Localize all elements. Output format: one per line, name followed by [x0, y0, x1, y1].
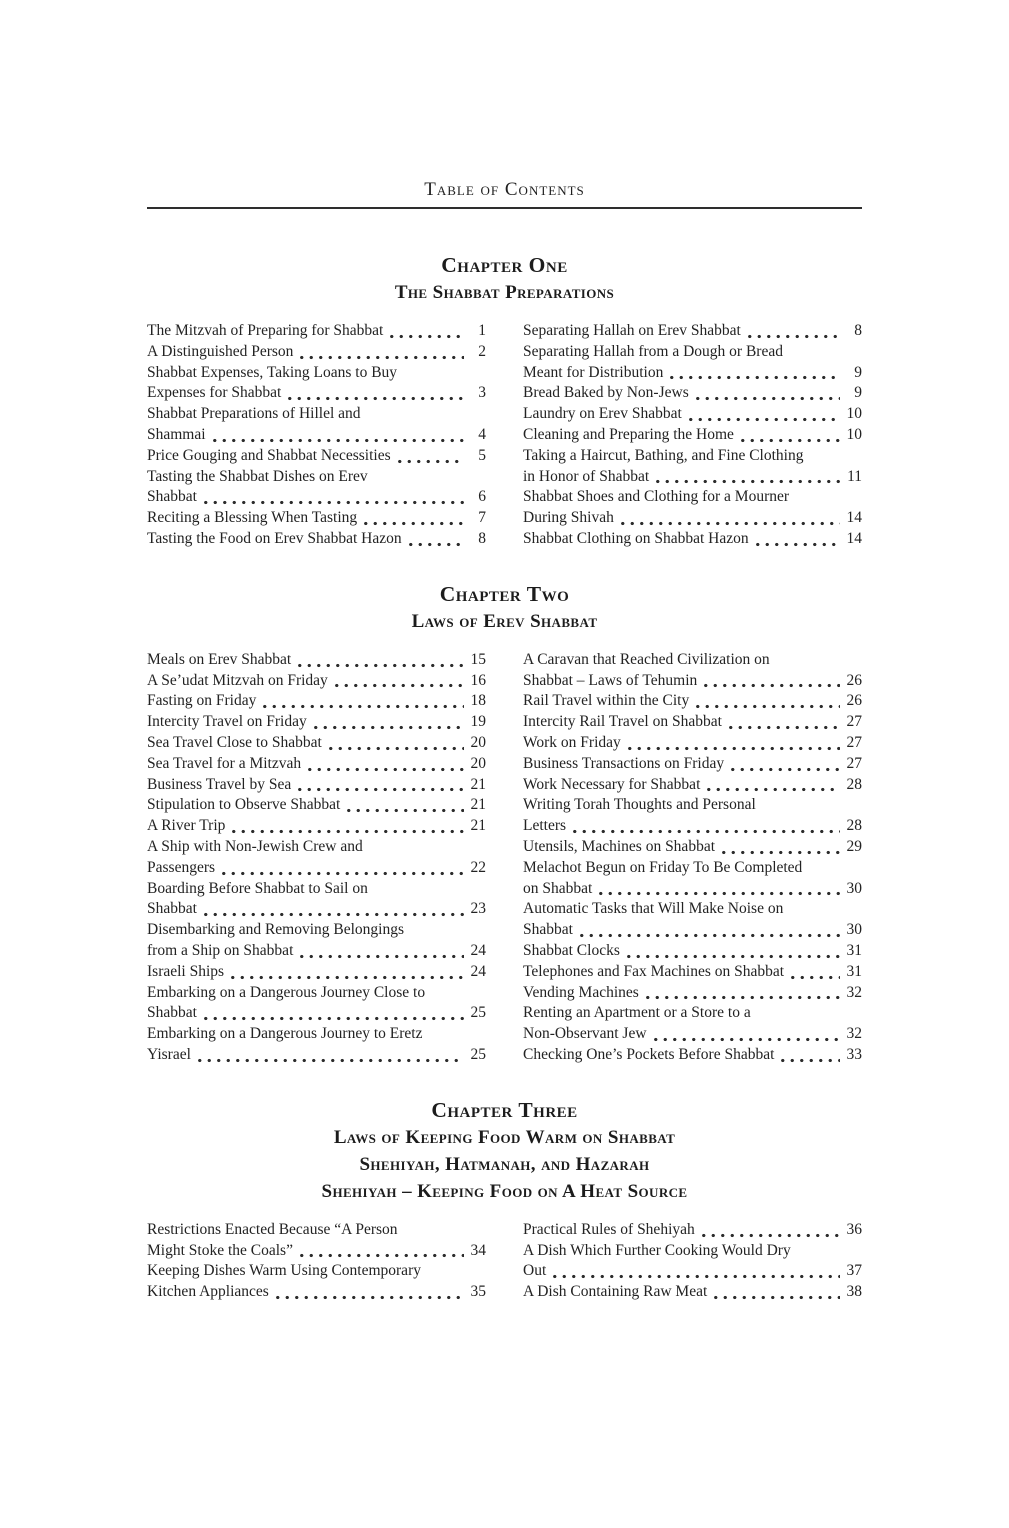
- entry-text: Expenses for Shabbat: [147, 384, 282, 402]
- entry-last-line: [523, 733, 862, 754]
- page-number: 22: [470, 858, 486, 876]
- dot-leader: [738, 437, 840, 444]
- dot-leader: [295, 786, 464, 793]
- dot-leader: [577, 932, 840, 939]
- entry-line: A Dish Which Further Cooking Would Dry: [523, 1241, 791, 1259]
- entry-last-line: [147, 446, 486, 467]
- entry-text: Reciting a Blessing When Tasting: [147, 509, 358, 527]
- entry-line: Shabbat Preparations of Hillel and: [147, 405, 361, 423]
- chapter-title: Chapter One: [441, 253, 568, 277]
- entry-text: A Distinguished Person: [147, 342, 294, 360]
- toc-entry: [523, 1282, 862, 1303]
- toc-entry: [147, 920, 486, 962]
- entry-last-line: [523, 467, 862, 488]
- entry-text: Sea Travel for a Mitzvah: [147, 754, 302, 772]
- entry-text: Tasting the Food on Erev Shabbat Hazon: [147, 529, 402, 547]
- toc-entry: [147, 671, 486, 692]
- entry-line: A Ship with Non-Jewish Crew and: [147, 837, 363, 855]
- entry-text: A Se’udat Mitzvah on Friday: [147, 671, 328, 689]
- page-number: 11: [847, 467, 862, 485]
- entry-text: Intercity Rail Travel on Shabbat: [523, 713, 722, 731]
- dot-leader: [693, 703, 840, 710]
- entry-last-line: [523, 404, 862, 425]
- entry-text: Work Necessary for Shabbat: [523, 775, 701, 793]
- entry-last-line: [147, 1241, 486, 1262]
- dot-leader: [699, 1232, 840, 1239]
- toc-entry: [147, 363, 486, 405]
- dot-leader: [395, 458, 464, 465]
- dot-leader: [625, 745, 840, 752]
- toc-entry: [523, 446, 862, 488]
- page-number: 14: [846, 529, 862, 547]
- dot-leader: [311, 724, 464, 731]
- entry-last-line: [147, 671, 486, 692]
- toc-entry: [523, 837, 862, 858]
- page-number: 34: [470, 1241, 486, 1259]
- entry-last-line: [523, 920, 862, 941]
- entry-last-line: [523, 1282, 862, 1303]
- entry-last-line: [147, 858, 486, 879]
- dot-leader: [726, 724, 840, 731]
- toc-entry: [523, 712, 862, 733]
- entry-last-line: [147, 342, 486, 363]
- toc-entry: [523, 795, 862, 837]
- toc-entry: [147, 446, 486, 467]
- entry-line: Melachot Begun on Friday To Be Completed: [523, 858, 803, 876]
- page-number: 14: [846, 509, 862, 527]
- dot-leader: [297, 953, 464, 960]
- entry-last-line: [523, 1261, 862, 1282]
- toc-entry: [523, 529, 862, 550]
- entry-text: Shabbat: [147, 488, 197, 506]
- toc-entry: [523, 321, 862, 342]
- entry-text: A River Trip: [147, 817, 226, 835]
- entry-last-line: [523, 879, 862, 900]
- page-number: 38: [846, 1283, 862, 1301]
- entry-last-line: [523, 962, 862, 983]
- entry-last-line: [147, 899, 486, 920]
- toc-entry: [147, 879, 486, 921]
- page-number: 20: [470, 754, 486, 772]
- toc-entry: [523, 650, 862, 692]
- entry-last-line: [147, 775, 486, 796]
- toc-entry: [523, 1241, 862, 1283]
- entry-last-line: [147, 383, 486, 404]
- page-number: 9: [854, 384, 862, 402]
- page-number: 21: [470, 775, 486, 793]
- page-number: 18: [470, 692, 486, 710]
- entry-last-line: [523, 775, 862, 796]
- entry-text: Letters: [523, 817, 567, 835]
- entry-line: Keeping Dishes Warm Using Contemporary: [147, 1262, 421, 1280]
- chapter-subtitle: Laws of Keeping Food Warm on Shabbat: [333, 1126, 676, 1148]
- entry-last-line: [523, 321, 862, 342]
- entry-last-line: [523, 1045, 862, 1066]
- dot-leader: [651, 1036, 840, 1043]
- toc-entry: [523, 425, 862, 446]
- page-number: 9: [854, 363, 862, 381]
- entry-last-line: [147, 321, 486, 342]
- dot-leader: [550, 1273, 840, 1280]
- chapter-section: [147, 1096, 862, 1303]
- toc-entry: [523, 1003, 862, 1045]
- dot-leader: [570, 828, 840, 835]
- dot-leader: [686, 416, 840, 423]
- toc-entry: [523, 383, 862, 404]
- chapter-left-column: [147, 650, 486, 1066]
- entry-text: Meals on Erev Shabbat: [147, 650, 292, 668]
- entry-last-line: [523, 671, 862, 692]
- entry-text: A Dish Containing Raw Meat: [523, 1283, 708, 1301]
- toc-entry: [147, 321, 486, 342]
- page-number: 32: [846, 983, 862, 1001]
- dot-leader: [701, 682, 840, 689]
- page-number: 6: [478, 488, 486, 506]
- entry-text: Business Travel by Sea: [147, 775, 292, 793]
- entry-text: Might Stoke the Coals”: [147, 1241, 293, 1259]
- page-title: Table of Contents: [424, 179, 585, 200]
- toc-entry: [523, 983, 862, 1004]
- toc-entry: [147, 775, 486, 796]
- toc-entry: [523, 1220, 862, 1241]
- entry-last-line: [523, 837, 862, 858]
- entry-text: Rail Travel within the City: [523, 692, 690, 710]
- toc-entry: [147, 467, 486, 509]
- chapter-section: [147, 251, 862, 550]
- page-number: 5: [478, 446, 486, 464]
- page-number: 4: [478, 425, 486, 443]
- toc-entry: [523, 733, 862, 754]
- page-number: 27: [846, 733, 862, 751]
- entry-last-line: [523, 1220, 862, 1241]
- entry-text: Shabbat: [523, 921, 573, 939]
- dot-leader: [387, 333, 464, 340]
- page-number: 29: [846, 837, 862, 855]
- entry-line: Restrictions Enacted Because “A Person: [147, 1220, 398, 1238]
- page-number: 24: [470, 941, 486, 959]
- entry-text: Shabbat: [147, 900, 197, 918]
- entry-last-line: [523, 529, 862, 550]
- entry-text: Work on Friday: [523, 733, 621, 751]
- entry-line: Shabbat Shoes and Clothing for a Mourner: [523, 488, 790, 506]
- entry-text: Checking One’s Pockets Before Shabbat: [523, 1045, 775, 1063]
- entry-last-line: [523, 712, 862, 733]
- entry-line: Embarking on a Dangerous Journey Close to: [147, 983, 426, 1001]
- dot-leader: [326, 745, 464, 752]
- toc-entry: [523, 342, 862, 384]
- entry-last-line: [523, 383, 862, 404]
- dot-leader: [228, 974, 464, 981]
- entry-text: Utensils, Machines on Shabbat: [523, 837, 716, 855]
- chapter-columns: [147, 650, 862, 1066]
- page-number: 35: [470, 1283, 486, 1301]
- dot-leader: [295, 662, 464, 669]
- dot-leader: [618, 520, 840, 527]
- dot-leader: [728, 766, 840, 773]
- entry-last-line: [147, 795, 486, 816]
- toc-entry: [147, 712, 486, 733]
- page-number: 33: [846, 1045, 862, 1063]
- entry-last-line: [147, 650, 486, 671]
- dot-leader: [788, 974, 840, 981]
- entry-last-line: [147, 712, 486, 733]
- dot-leader: [201, 1015, 464, 1022]
- page-number: 3: [478, 384, 486, 402]
- dot-leader: [305, 766, 464, 773]
- dot-leader: [260, 703, 464, 710]
- toc-entry: [147, 1220, 486, 1262]
- toc-entry: [523, 404, 862, 425]
- page-number: 19: [470, 713, 486, 731]
- toc-entry: [523, 962, 862, 983]
- toc-entry: [147, 837, 486, 879]
- chapter-left-column: [147, 321, 486, 550]
- chapter-columns: [147, 321, 862, 550]
- entry-line: A Caravan that Reached Civilization on: [523, 650, 770, 668]
- toc-entry: [523, 1045, 862, 1066]
- chapter-right-column: [523, 650, 862, 1066]
- toc-entry: [147, 1024, 486, 1066]
- page-number: 21: [470, 796, 486, 814]
- toc-entry: [523, 941, 862, 962]
- dot-leader: [229, 828, 464, 835]
- entry-text: Kitchen Appliances: [147, 1283, 269, 1301]
- entry-last-line: [147, 487, 486, 508]
- page-number: 28: [846, 775, 862, 793]
- page-number: 7: [478, 509, 486, 527]
- dot-leader: [596, 890, 840, 897]
- entry-text: Shabbat Clothing on Shabbat Hazon: [523, 529, 749, 547]
- dot-leader: [406, 541, 464, 548]
- dot-leader: [624, 953, 840, 960]
- page-number: 21: [470, 817, 486, 835]
- dot-leader: [285, 395, 464, 402]
- entry-text: The Mitzvah of Preparing for Shabbat: [147, 322, 384, 339]
- dot-leader: [297, 1252, 464, 1259]
- dot-leader: [219, 870, 464, 877]
- entry-line: Embarking on a Dangerous Journey to Eretz: [147, 1025, 423, 1043]
- entry-text: Intercity Travel on Friday: [147, 713, 307, 731]
- chapter-subtitle: Shehiyah, Hatmanah, and Hazarah: [359, 1153, 650, 1175]
- entry-text: Cleaning and Preparing the Home: [523, 425, 734, 443]
- dot-leader: [201, 911, 464, 918]
- entry-last-line: [147, 529, 486, 550]
- page-number: 16: [470, 671, 486, 689]
- dot-leader: [201, 499, 464, 506]
- entry-line: Boarding Before Shabbat to Sail on: [147, 879, 368, 897]
- entry-text: from a Ship on Shabbat: [147, 941, 294, 959]
- entry-line: Taking a Haircut, Bathing, and Fine Clothing: [523, 446, 804, 464]
- chapter-left-column: [147, 1220, 486, 1303]
- toc-entry: [147, 962, 486, 983]
- entry-text: During Shivah: [523, 509, 614, 527]
- toc-entry: [147, 816, 486, 837]
- chapter-subtitle: Shehiyah – Keeping Food on A Heat Source: [321, 1180, 688, 1202]
- dot-leader: [297, 354, 464, 361]
- toc-header-rule: [147, 180, 862, 209]
- entry-line: Shabbat Expenses, Taking Loans to Buy: [147, 363, 398, 381]
- page-number: 23: [470, 900, 486, 918]
- chapter-title: Chapter Two: [439, 581, 570, 606]
- entry-last-line: [523, 508, 862, 529]
- entry-line: Automatic Tasks that Will Make Noise on: [523, 900, 784, 918]
- page-number: 1: [478, 322, 486, 339]
- toc-entry: [523, 858, 862, 900]
- page-number: 31: [846, 962, 862, 980]
- entry-text: Out: [523, 1262, 547, 1280]
- page-number: 8: [854, 322, 862, 339]
- chapter-title: Chapter Three: [431, 1097, 578, 1122]
- dot-leader: [778, 1057, 840, 1064]
- entry-text: Laundry on Erev Shabbat: [523, 405, 682, 423]
- dot-leader: [745, 333, 840, 340]
- toc-entry: [147, 342, 486, 363]
- entry-text: Practical Rules of Shehiyah: [523, 1220, 695, 1238]
- chapter-subtitle: Laws of Erev Shabbat: [411, 610, 598, 632]
- page-number: 30: [846, 879, 862, 897]
- entry-text: Shammai: [147, 425, 206, 443]
- page-number: 30: [846, 921, 862, 939]
- dot-leader: [667, 374, 840, 381]
- toc-entry: [147, 795, 486, 816]
- entry-text: Shabbat – Laws of Tehumin: [523, 671, 698, 689]
- page-number: 10: [846, 425, 862, 443]
- toc-entry: [147, 1261, 486, 1303]
- entry-text: Telephones and Fax Machines on Shabbat: [523, 962, 785, 980]
- dot-leader: [344, 807, 464, 814]
- entry-text: Sea Travel Close to Shabbat: [147, 733, 322, 751]
- toc-entry: [147, 754, 486, 775]
- chapter-columns: [147, 1220, 862, 1303]
- page-number: 26: [846, 692, 862, 710]
- entry-last-line: [147, 754, 486, 775]
- chapter-right-column: [523, 1220, 862, 1303]
- entry-last-line: [147, 1003, 486, 1024]
- entry-line: Tasting the Shabbat Dishes on Erev: [147, 467, 368, 485]
- dot-leader: [693, 395, 840, 402]
- page-number: 27: [846, 754, 862, 772]
- entry-text: in Honor of Shabbat: [523, 467, 650, 485]
- entry-line: Renting an Apartment or a Store to a: [523, 1004, 751, 1022]
- entry-last-line: [147, 691, 486, 712]
- entry-last-line: [523, 691, 862, 712]
- entry-last-line: [523, 425, 862, 446]
- dot-leader: [273, 1294, 464, 1301]
- toc-entry: [147, 529, 486, 550]
- chapters-container: [147, 251, 862, 1303]
- entry-text: Fasting on Friday: [147, 692, 257, 710]
- entry-last-line: [523, 983, 862, 1004]
- page-number: 2: [478, 342, 486, 360]
- entry-last-line: [147, 1045, 486, 1066]
- entry-text: Price Gouging and Shabbat Necessities: [147, 446, 391, 464]
- toc-entry: [523, 487, 862, 529]
- entry-text: Non-Observant Jew: [523, 1025, 647, 1043]
- toc-entry: [523, 754, 862, 775]
- toc-entry: [523, 775, 862, 796]
- entry-last-line: [523, 816, 862, 837]
- entry-text: Business Transactions on Friday: [523, 754, 725, 772]
- entry-last-line: [147, 425, 486, 446]
- entry-text: Bread Baked by Non-Jews: [523, 384, 689, 402]
- entry-last-line: [147, 508, 486, 529]
- entry-text: Vending Machines: [523, 983, 639, 1001]
- page-number: 28: [846, 817, 862, 835]
- entry-text: Passengers: [147, 858, 216, 876]
- dot-leader: [719, 849, 840, 856]
- page-number: 25: [470, 1004, 486, 1022]
- toc-entry: [147, 508, 486, 529]
- entry-text: Meant for Distribution: [523, 363, 664, 381]
- page-number: 8: [478, 529, 486, 547]
- entry-last-line: [523, 1024, 862, 1045]
- toc-entry: [523, 691, 862, 712]
- page-number: 20: [470, 733, 486, 751]
- page-number: 24: [470, 962, 486, 980]
- entry-last-line: [523, 941, 862, 962]
- dot-leader: [195, 1057, 464, 1064]
- page-number: 36: [846, 1220, 862, 1238]
- dot-leader: [643, 994, 840, 1001]
- entry-text: Israeli Ships: [147, 962, 225, 980]
- dot-leader: [753, 541, 840, 548]
- page-number: 31: [846, 941, 862, 959]
- toc-entry: [147, 404, 486, 446]
- chapter-subtitle: The Shabbat Preparations: [394, 282, 615, 303]
- page-number: 27: [846, 713, 862, 731]
- toc-entry: [147, 733, 486, 754]
- dot-leader: [210, 437, 464, 444]
- entry-text: Stipulation to Observe Shabbat: [147, 796, 341, 814]
- entry-last-line: [147, 733, 486, 754]
- entry-last-line: [147, 816, 486, 837]
- entry-text: Separating Hallah on Erev Shabbat: [523, 322, 741, 339]
- entry-last-line: [147, 962, 486, 983]
- entry-last-line: [147, 941, 486, 962]
- toc-entry: [523, 899, 862, 941]
- page-number: 25: [470, 1045, 486, 1063]
- page-number: 10: [846, 405, 862, 423]
- toc-entry: [147, 650, 486, 671]
- dot-leader: [361, 520, 464, 527]
- dot-leader: [653, 478, 840, 485]
- page-number: 32: [846, 1025, 862, 1043]
- page-number: 15: [470, 650, 486, 668]
- entry-last-line: [147, 1282, 486, 1303]
- entry-last-line: [523, 363, 862, 384]
- dot-leader: [711, 1294, 840, 1301]
- entry-text: Shabbat Clocks: [523, 941, 620, 959]
- entry-line: Disembarking and Removing Belongings: [147, 921, 405, 939]
- entry-line: Writing Torah Thoughts and Personal: [523, 796, 756, 814]
- entry-last-line: [523, 754, 862, 775]
- toc-entry: [147, 691, 486, 712]
- entry-line: Separating Hallah from a Dough or Bread: [523, 342, 783, 360]
- chapter-right-column: [523, 321, 862, 550]
- entry-text: on Shabbat: [523, 879, 593, 897]
- entry-text: Shabbat: [147, 1004, 197, 1022]
- entry-text: Yisrael: [147, 1045, 191, 1063]
- page-number: 26: [846, 671, 862, 689]
- page-number: 37: [846, 1262, 862, 1280]
- toc-entry: [147, 983, 486, 1025]
- chapter-section: [147, 580, 862, 1066]
- dot-leader: [332, 682, 464, 689]
- dot-leader: [704, 786, 840, 793]
